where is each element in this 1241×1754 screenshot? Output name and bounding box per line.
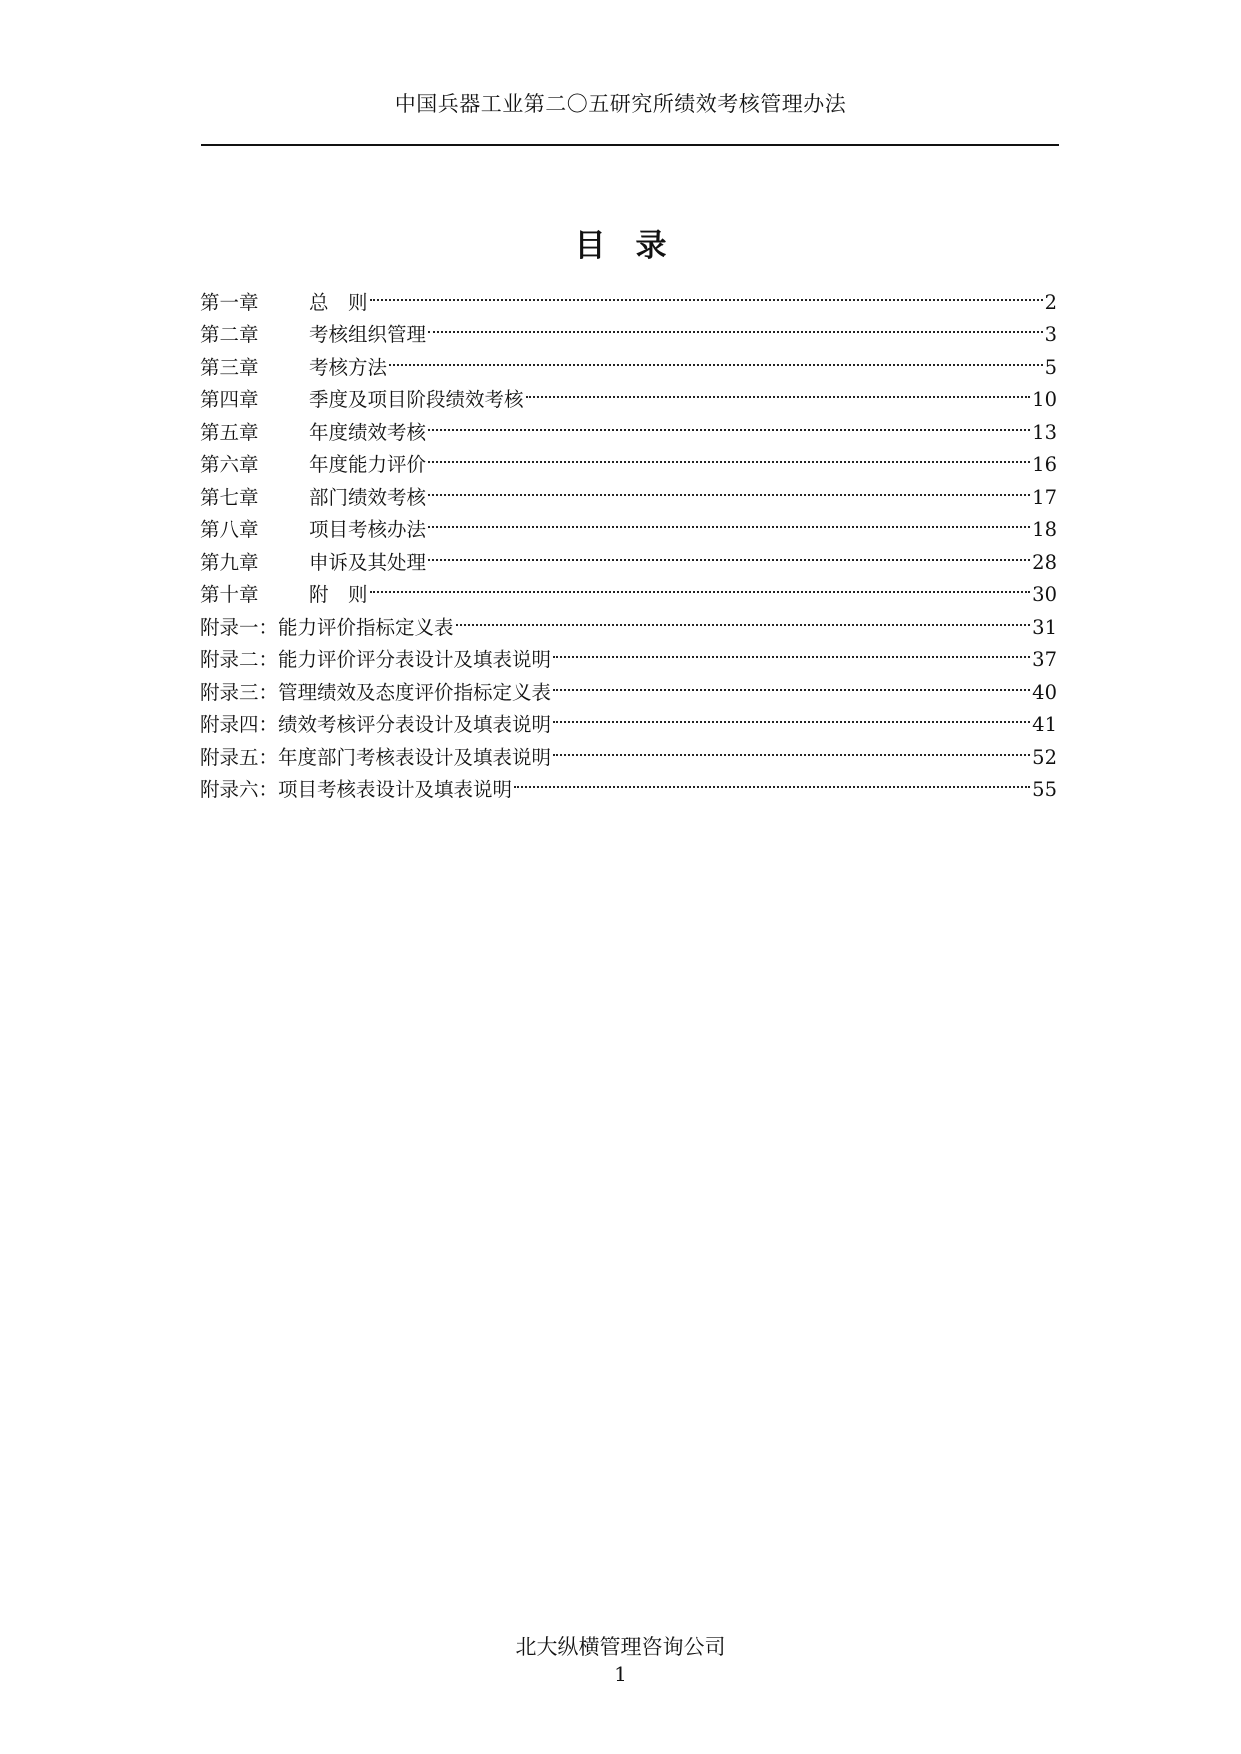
- toc-dot-leader: [428, 536, 1030, 569]
- toc-dot-leader: [428, 439, 1030, 472]
- toc-dot-leader: [370, 569, 1031, 602]
- toc-entry-title: 能力评价评分表设计及填表说明: [278, 648, 552, 671]
- toc-dot-leader: [526, 374, 1031, 407]
- toc-entry-title: 绩效考核评分表设计及填表说明: [278, 713, 552, 736]
- toc-entry-number: 第七章: [200, 485, 259, 509]
- toc-entry-number: 附录三：: [200, 680, 279, 704]
- toc-entry-page: 10: [1032, 388, 1057, 411]
- toc-entry-page: 16: [1032, 453, 1057, 476]
- toc-entry-number: 第一章: [200, 290, 259, 314]
- toc-entry-page: 40: [1032, 680, 1057, 704]
- toc-entry-number: 第五章: [200, 420, 259, 444]
- toc-dot-leader: [553, 699, 1030, 732]
- toc-entry-page: 31: [1032, 615, 1057, 639]
- toc-entry-page: 17: [1032, 485, 1057, 509]
- toc-entry-page: 2: [1044, 290, 1057, 314]
- toc-entry-page: 41: [1032, 713, 1057, 736]
- toc-dot-leader: [553, 731, 1030, 764]
- toc-entry-number: 附录五：: [200, 745, 279, 769]
- table-of-contents: [200, 276, 1057, 801]
- toc-entry-number: 第十章: [200, 583, 259, 606]
- toc-entry-title: 项目考核表设计及填表说明: [278, 778, 513, 801]
- toc-dot-leader: [553, 634, 1030, 667]
- toc-entry-number: 第二章: [200, 323, 259, 346]
- toc-entry-title: 总 则: [309, 290, 368, 314]
- toc-entry-page: 55: [1032, 778, 1057, 801]
- toc-dot-leader: [428, 471, 1030, 504]
- toc-dot-leader: [514, 764, 1030, 797]
- document-header-title: 中国兵器工业第二〇五研究所绩效考核管理办法: [394, 92, 847, 116]
- toc-dot-leader: [389, 341, 1043, 374]
- toc-entry-title: 考核方法: [309, 355, 388, 379]
- toc-dot-leader: [553, 666, 1030, 699]
- toc-entry-page: 28: [1032, 550, 1057, 574]
- toc-entry-number: 附录四：: [200, 713, 279, 736]
- toc-entry-title: 年度绩效考核: [309, 420, 427, 444]
- footer-page-number: 1: [614, 1662, 627, 1686]
- toc-entry-title: 能力评价指标定义表: [278, 615, 454, 639]
- toc-entry-page: 5: [1044, 355, 1057, 379]
- toc-dot-leader: [428, 504, 1030, 537]
- toc-entry-number: 第六章: [200, 453, 259, 476]
- toc-heading: 目录: [574, 228, 697, 264]
- toc-entry-title: 申诉及其处理: [309, 550, 427, 574]
- toc-entry-title: 部门绩效考核: [309, 485, 427, 509]
- toc-entry-page: 37: [1032, 648, 1057, 671]
- toc-dot-leader: [370, 276, 1043, 309]
- toc-entry-number: 第九章: [200, 550, 259, 574]
- toc-entry-number: 第八章: [200, 518, 259, 541]
- toc-entry-number: 第三章: [200, 355, 259, 379]
- toc-entry-page: 52: [1032, 745, 1057, 769]
- toc-entry-page: 13: [1032, 420, 1057, 444]
- toc-entry-title: 项目考核办法: [309, 518, 427, 541]
- toc-entry-number: 附录一：: [200, 615, 279, 639]
- toc-entry-title: 季度及项目阶段绩效考核: [309, 388, 524, 411]
- toc-entry-number: 第四章: [200, 388, 259, 411]
- toc-entry-number: 附录二：: [200, 648, 279, 671]
- toc-entry-title: 管理绩效及态度评价指标定义表: [278, 680, 552, 704]
- header-divider: [201, 144, 1059, 146]
- toc-entry-page: 3: [1044, 323, 1057, 346]
- toc-entry[interactable]: [200, 276, 1057, 314]
- toc-entry-page: 18: [1032, 518, 1057, 541]
- toc-dot-leader: [428, 406, 1030, 439]
- toc-dot-leader: [428, 309, 1043, 342]
- toc-entry-number: 附录六：: [200, 778, 279, 801]
- toc-entry-page: 30: [1032, 583, 1057, 606]
- toc-entry-title: 考核组织管理: [309, 323, 427, 346]
- toc-entry-title: 附 则: [309, 583, 368, 606]
- footer-company: 北大纵横管理咨询公司: [515, 1635, 726, 1659]
- toc-entry-title: 年度能力评价: [309, 453, 427, 476]
- toc-entry-title: 年度部门考核表设计及填表说明: [278, 745, 552, 769]
- toc-dot-leader: [456, 601, 1031, 634]
